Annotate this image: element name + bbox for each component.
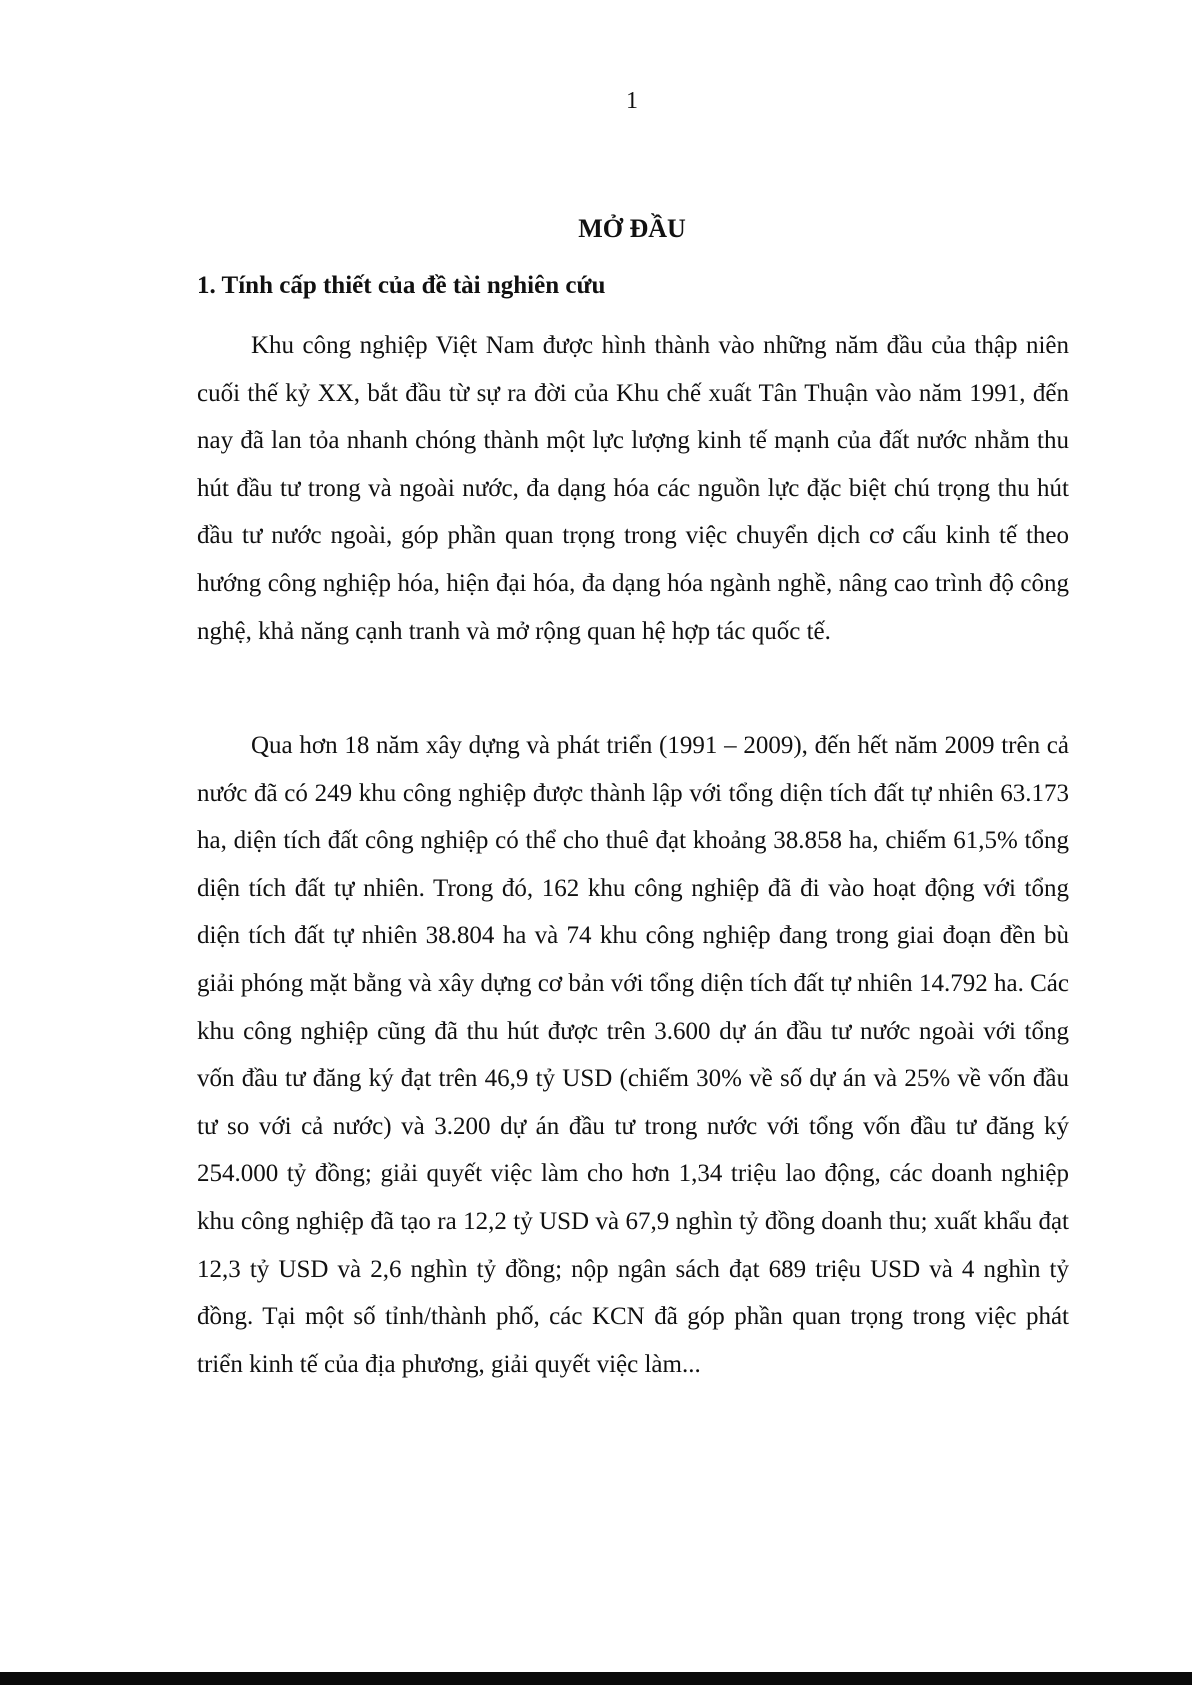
page-title: MỞ ĐẦU: [578, 214, 686, 243]
body-text-block-2: [197, 722, 1069, 1388]
page-number: 1: [626, 88, 638, 114]
body-text-block-1: [197, 322, 1069, 655]
page-bottom-border: [0, 1672, 1192, 1685]
paragraph: Qua hơn 18 năm xây dựng và phát triển (1991 – 2009), đến hết năm 2009 trên cả nước đã có 249 khu công nghiệp được thành lập với tổng diện tích đất tự nhiên 63.173 ha, diện tích đất công nghiệp có thể cho thuê đạt khoảng 38.858 ha, chiếm 61,5% tổng diện tích đất tự nhiên. Trong đó, 162 khu công nghiệp đã đi vào hoạt động với tổng diện tích đất tự nhiên 38.804 ha và 74 khu công nghiệp đang trong giai đoạn đền bù giải phóng mặt bằng và xây dựng cơ bản với tổng diện tích đất tự nhiên 14.792 ha. Các khu công nghiệp cũng đã thu hút được trên 3.600 dự án đầu tư nước ngoài với tổng vốn đầu tư đăng ký đạt trên 46,9 tỷ USD (chiếm 30% về số dự án và 25% về vốn đầu tư so với cả nước) và 3.200 dự án đầu tư trong nước với tổng vốn đầu tư đăng ký 254.000 tỷ đồng; giải quyết việc làm cho hơn 1,34 triệu lao động, các doanh nghiệp khu công nghiệp đã tạo ra 12,2 tỷ USD và 67,9 nghìn tỷ đồng doanh thu; xuất khẩu đạt 12,3 tỷ USD và 2,6 nghìn tỷ đồng; nộp ngân sách đạt 689 triệu USD và 4 nghìn tỷ đồng. Tại một số tỉnh/thành phố, các KCN đã góp phần quan trọng trong việc phát triển kinh tế của địa phương, giải quyết việc làm...: [197, 732, 1069, 1378]
section-heading: 1. Tính cấp thiết của đề tài nghiên cứu: [197, 272, 606, 299]
paragraph: Khu công nghiệp Việt Nam được hình thành vào những năm đầu của thập niên cuối thế kỷ XX, bắt đầu từ sự ra đời của Khu chế xuất Tân Thuận vào năm 1991, đến nay đã lan tỏa nhanh chóng thành một lực lượng kinh tế mạnh của đất nước nhằm thu hút đầu tư trong và ngoài nước, đa dạng hóa các nguồn lực đặc biệt chú trọng thu hút đầu tư nước ngoài, góp phần quan trọng trong việc chuyển dịch cơ cấu kinh tế theo hướng công nghiệp hóa, hiện đại hóa, đa dạng hóa ngành nghề, nâng cao trình độ công nghệ, khả năng cạnh tranh và mở rộng quan hệ hợp tác quốc tế.: [197, 332, 1069, 645]
